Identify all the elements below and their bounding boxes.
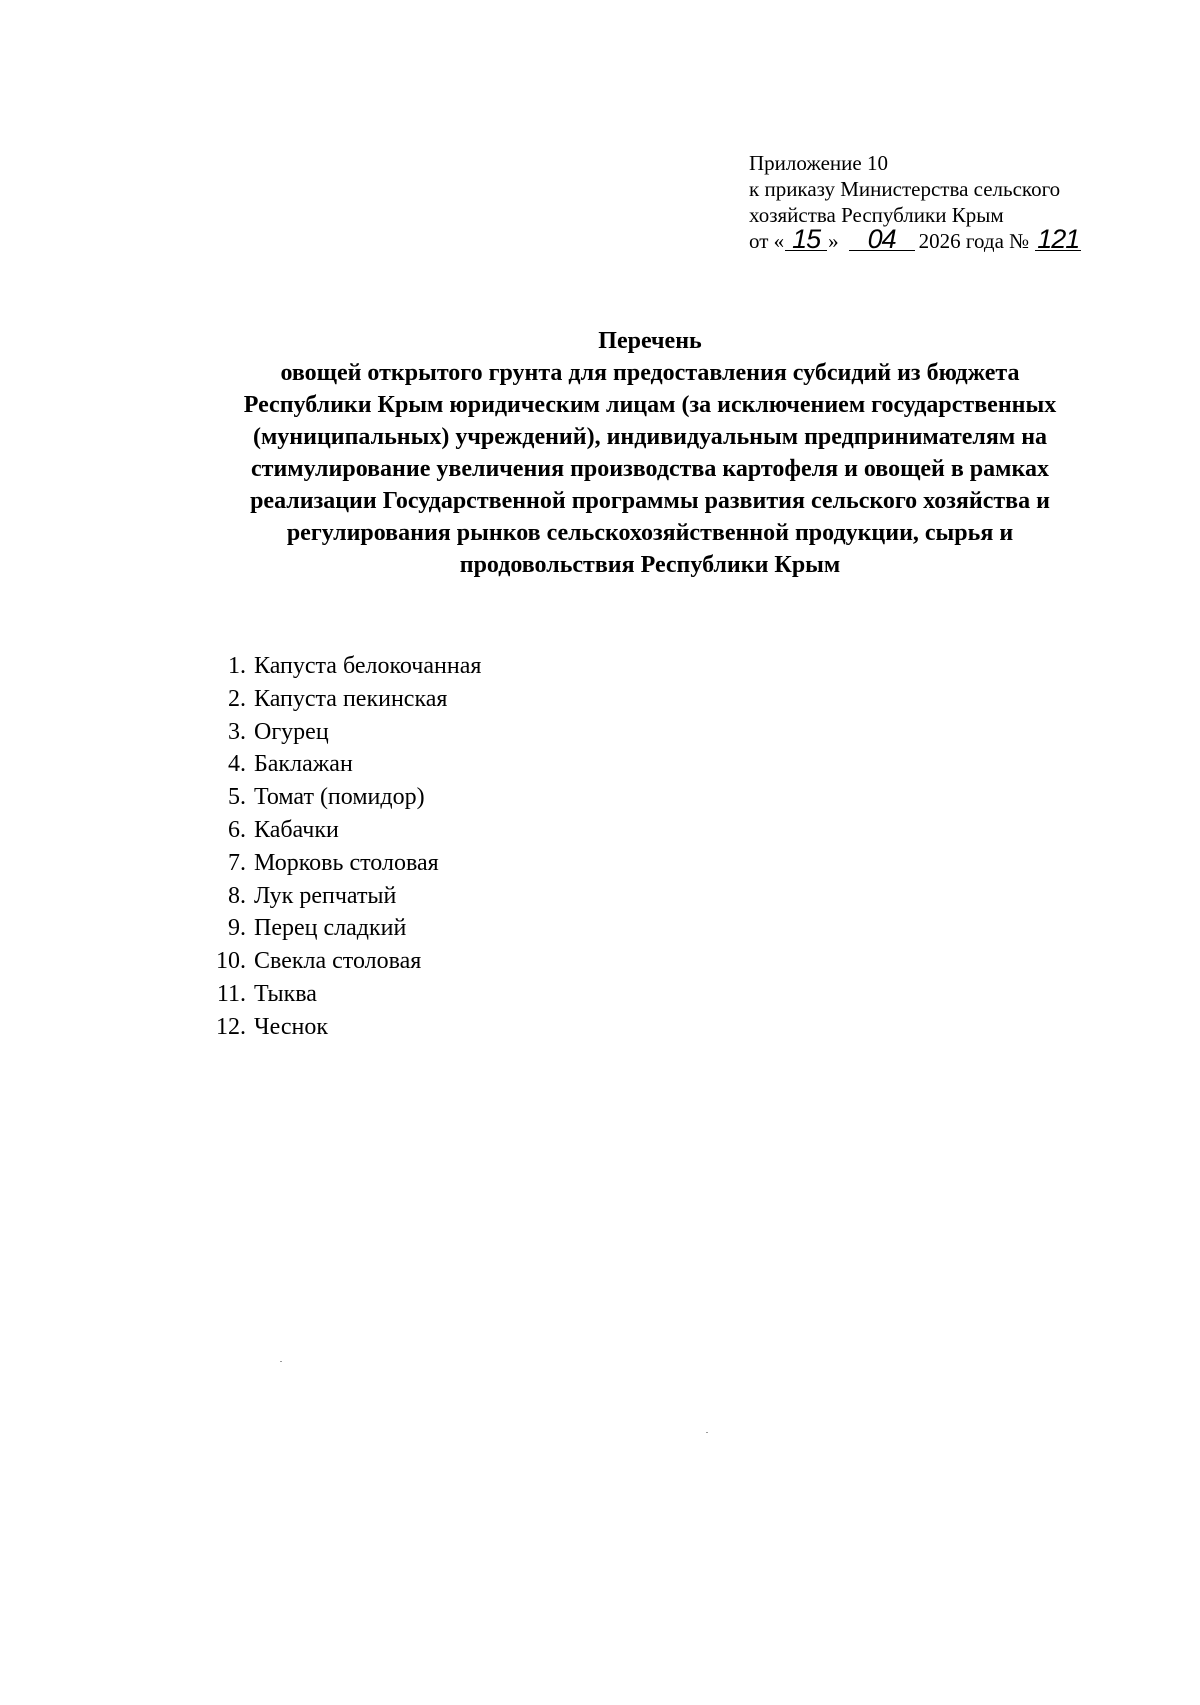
annex-date-line <box>749 224 1149 254</box>
list-item <box>208 683 481 716</box>
list-item-name: Капуста пекинская <box>254 685 448 712</box>
list-item-name: Лук репчатый <box>254 882 397 909</box>
list-item-name: Баклажан <box>254 751 353 778</box>
list-item <box>208 748 481 781</box>
list-item <box>208 814 481 847</box>
list-item-name: Морковь столовая <box>254 849 439 876</box>
list-item <box>208 650 481 683</box>
vegetable-list <box>208 650 481 1044</box>
list-item-name: Томат (помидор) <box>254 784 425 811</box>
list-item-number: 9. <box>228 915 246 942</box>
list-item-name: Огурец <box>254 718 329 745</box>
list-item-name: Кабачки <box>254 816 339 843</box>
annex-header <box>749 150 1149 254</box>
handwritten-month: 04 <box>849 228 915 251</box>
list-item-number: 1. <box>228 653 246 679</box>
list-item-number: 12. <box>216 1013 246 1040</box>
annex-order-reference: к приказу Министерства сельского <box>749 177 1061 201</box>
list-item-name: Чеснок <box>254 1013 329 1040</box>
list-item-name: Капуста белокочанная <box>254 653 482 679</box>
list-item <box>208 1011 481 1044</box>
list-item-name: Перец сладкий <box>254 915 407 942</box>
list-item-number: 8. <box>228 882 246 909</box>
list-item-number: 11. <box>216 980 246 1007</box>
annex-ministry: хозяйства Республики Крым <box>749 203 1004 227</box>
list-item-name: Свекла столовая <box>254 948 422 975</box>
list-item <box>208 912 481 945</box>
list-item-number: 5. <box>228 784 246 811</box>
list-item-number: 6. <box>228 816 246 843</box>
list-item <box>208 781 481 814</box>
title-line: стимулирование увеличения производства картофеля и овощей в рамках <box>251 456 1049 482</box>
list-item <box>208 847 481 880</box>
date-year-text: 2026 года № <box>918 229 1030 253</box>
title-line: регулирования рынков сельскохозяйственной продукции, сырья и <box>286 520 1014 546</box>
title-line: Республики Крым юридическим лицам (за исключением государственных <box>243 392 1057 418</box>
title-line: реализации Государственной программы развития сельского хозяйства и <box>250 488 1050 514</box>
list-item <box>208 945 481 978</box>
title-line: (муниципальных) учреждений), индивидуальным предпринимателям на <box>252 424 1048 450</box>
title-line: продовольствия Республики Крым <box>459 552 841 578</box>
title-line: овощей открытого грунта для предоставления субсидий из бюджета <box>280 360 1020 386</box>
annex-number: Приложение 10 <box>749 151 888 175</box>
list-item-number: 2. <box>228 685 246 712</box>
document-title <box>170 325 1130 581</box>
list-item <box>208 880 481 913</box>
scan-speck <box>280 1361 282 1362</box>
list-item-number: 3. <box>228 718 246 745</box>
list-item-number: 4. <box>228 751 246 778</box>
list-item-number: 7. <box>228 849 246 876</box>
list-item <box>208 978 481 1011</box>
handwritten-order-number: 121 <box>1037 224 1080 254</box>
list-item-number: 10. <box>216 948 246 975</box>
date-mid: » <box>828 229 839 253</box>
list-item <box>208 716 481 749</box>
title-heading: Перечень <box>598 328 702 354</box>
list-item-name: Тыква <box>254 980 317 1007</box>
scan-speck <box>706 1432 708 1433</box>
date-prefix: от « <box>749 229 785 253</box>
handwritten-day: 15 <box>785 228 827 251</box>
